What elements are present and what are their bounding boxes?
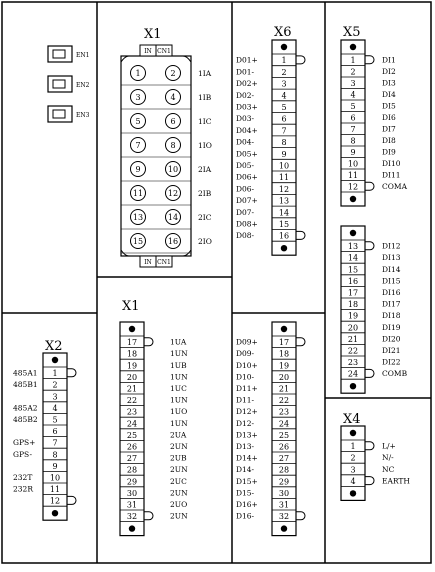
terminal-number: 16 [347,276,359,286]
terminal-number: 17 [347,288,359,298]
terminal-number: 11 [278,173,290,183]
terminal-label: DI14 [382,264,401,274]
x2-terminal-strip [13,339,76,520]
terminal-label: DI10 [382,159,401,169]
mount-screw [281,525,287,531]
terminal-number: 8 [170,141,176,150]
mount-screw [129,326,135,332]
terminal-label: D16+ [236,500,258,509]
terminal-label: NC [382,464,395,474]
terminal-label: 2UN [170,442,188,451]
terminal-number: 10 [49,473,61,483]
terminal-number: 16 [278,231,290,241]
terminal-number: 12 [167,189,179,198]
x5-terminal-strip-top [341,25,408,206]
terminal-label: DI4 [382,90,396,100]
terminal-number: 2 [170,69,176,78]
terminal-number: 9 [281,149,287,159]
terminal-number: 9 [52,461,58,471]
terminal-label: EARTH [382,476,410,486]
terminal-label: DI15 [382,276,401,286]
terminal-label: DI3 [382,78,396,88]
tab-label: IN [144,259,152,266]
strip-title: X4 [343,412,361,427]
mount-screw [281,326,287,332]
terminal-number: 28 [278,465,290,475]
terminal-number: 21 [278,384,290,394]
terminal-label: DI1 [382,55,396,65]
terminal-label: DI11 [382,170,401,180]
terminal-label: 2IA [198,165,212,174]
terminal-number: 9 [135,165,141,174]
terminal-number: 20 [278,372,290,382]
terminal-label: D04- [236,137,255,147]
terminal-number: 1 [52,369,58,379]
terminal-number: 19 [347,311,359,321]
terminal-label: 1UN [170,372,188,382]
terminal-number: 6 [52,427,58,437]
terminal-number: 23 [278,407,290,417]
terminal-number: 22 [126,396,138,406]
strip-title: X5 [343,25,361,40]
terminal-number: 32 [278,512,290,522]
terminal-number: 24 [278,419,290,429]
terminal-label: 1UB [170,360,187,370]
terminal-number: 20 [347,323,359,333]
terminal-number: 3 [281,79,287,89]
switch-label: EN1 [76,52,90,59]
terminal-number: 31 [278,500,290,510]
terminal-label: DI7 [382,124,396,134]
terminal-label: D13+ [236,430,258,440]
terminal-number: 4 [170,93,176,102]
terminal-number: 9 [350,148,356,157]
strip-title: X2 [45,339,63,354]
jumper-hook [365,442,374,450]
terminal-label: DI16 [382,288,401,297]
terminal-label: 2UC [170,476,187,486]
terminal-number: 24 [126,419,138,429]
terminal-label: D07- [236,207,255,217]
terminal-number: 4 [281,91,287,101]
terminal-label: 2IO [198,237,212,246]
terminal-label: D10+ [236,360,258,370]
terminal-label: D10- [236,372,255,382]
terminal-number: 32 [126,512,138,522]
terminal-number: 31 [126,500,138,510]
terminal-label: D12+ [236,407,258,417]
terminal-label: D11+ [236,384,258,393]
terminal-number: 2 [350,67,356,77]
terminal-number: 30 [126,488,138,498]
terminal-label: DI5 [382,101,396,111]
terminal-label: 485A1 [13,368,38,378]
terminal-label: 2UO [170,500,188,509]
terminal-number: 16 [167,237,179,246]
terminal-label: DI20 [382,334,401,344]
jumper-hook [296,512,305,520]
terminal-number: 12 [278,184,290,194]
terminal-label: D02+ [236,79,258,89]
terminal-number: 7 [281,126,287,136]
mount-screw [52,357,58,363]
x6-terminal-strip-bottom [236,322,305,536]
terminal-label: 232T [13,473,33,482]
terminal-label: D05- [236,160,255,170]
terminal-number: 12 [49,496,61,506]
mount-screw [281,245,287,251]
terminal-number: 6 [170,117,176,126]
terminal-number: 10 [278,161,290,171]
terminal-number: 2 [350,453,356,463]
terminal-number: 11 [347,171,359,180]
terminal-label: DI12 [382,241,401,251]
terminal-number: 1 [281,56,287,66]
jumper-hook [365,56,374,64]
terminal-number: 25 [126,430,138,440]
terminal-label: D13- [236,442,255,451]
tab-label: CN1 [157,48,171,55]
strip-title: X1 [122,299,140,314]
x1-voltage-terminal-strip [120,299,188,536]
jumper-hook [365,369,374,377]
terminal-label: DI19 [382,322,401,332]
mount-screw [350,196,356,202]
terminal-label: D09+ [236,337,258,347]
terminal-number: 27 [126,454,138,464]
terminal-number: 4 [350,90,356,100]
terminal-label: D06+ [236,172,258,182]
terminal-label: DI22 [382,357,401,367]
terminal-label: 2IB [198,189,212,198]
terminal-number: 15 [278,220,290,229]
terminal-label: 232R [13,484,33,494]
terminal-label: 2IC [198,213,212,222]
x1-current-block [121,27,212,267]
terminal-number: 5 [52,415,58,425]
terminal-label: 1UC [170,384,187,393]
terminal-label: 1UN [170,349,188,359]
terminal-number: 22 [278,396,290,406]
terminal-label: 2UN [170,511,188,521]
terminal-number: 1 [135,69,141,78]
terminal-number: 13 [278,196,290,206]
terminal-number: 14 [278,208,290,218]
jumper-hook [67,496,76,504]
terminal-number: 29 [126,477,138,487]
terminal-label: D04+ [236,125,258,135]
terminal-number: 4 [52,403,58,413]
terminal-number: 19 [278,361,290,371]
terminal-label: D06- [236,184,255,194]
terminal-label: D12- [236,418,255,428]
terminal-label: D15+ [236,476,258,486]
x5-terminal-strip-bottom [341,226,408,393]
terminal-number: 10 [347,159,359,169]
mount-screw [281,44,287,50]
terminal-number: 5 [135,117,141,126]
jumper-hook [144,338,153,346]
terminal-label: 1IB [198,93,212,102]
terminal-number: 20 [126,372,138,382]
encoder-switches [48,46,90,122]
jumper-hook [365,242,374,250]
terminal-number: 3 [350,465,356,475]
jumper-hook [365,182,374,190]
terminal-label: D08- [236,231,255,241]
block-title: X1 [144,27,162,42]
terminal-label: COMA [382,182,407,192]
dip-slider [53,50,65,58]
terminal-label: D09- [236,349,255,359]
terminal-number: 11 [49,485,61,495]
terminal-number: 22 [347,346,359,356]
terminal-label: DI17 [382,299,401,309]
terminal-number: 13 [132,213,144,222]
terminal-number: 1 [350,56,356,65]
mount-screw [350,430,356,436]
terminal-number: 6 [281,114,287,124]
strip-title: X6 [274,25,292,40]
terminal-number: 29 [278,477,290,487]
terminal-label: DI21 [382,346,401,355]
terminal-label: 2UA [170,430,187,440]
terminal-label: D15- [236,488,255,498]
mount-screw [350,44,356,50]
terminal-label: D08+ [236,219,258,229]
terminal-label: D02- [236,90,255,100]
terminal-number: 27 [278,454,290,464]
jumper-hook [67,369,76,377]
terminal-number: 19 [126,361,138,371]
terminal-label: D11- [236,395,255,405]
terminal-label: D05+ [236,149,258,159]
mount-screw [350,230,356,236]
terminal-label: D14- [236,465,255,475]
jumper-hook [296,56,305,64]
terminal-number: 4 [350,476,356,486]
terminal-label: D01- [236,67,255,77]
terminal-number: 7 [52,438,58,448]
terminal-label: 485B2 [13,415,38,424]
terminal-number: 7 [350,125,356,134]
terminal-label: 2UN [170,465,188,475]
terminal-number: 17 [278,338,290,348]
terminal-number: 7 [135,141,141,150]
terminal-number: 18 [347,300,359,310]
terminal-label: GPS- [13,449,32,459]
terminal-number: 14 [347,253,359,263]
terminal-label: COMB [382,369,408,379]
terminal-number: 6 [350,113,356,123]
terminal-label: DI13 [382,253,401,263]
terminal-label: GPS+ [13,438,36,448]
terminal-label: D03+ [236,102,258,112]
terminal-number: 3 [350,79,356,88]
terminal-number: 18 [278,349,290,359]
terminal-label: DI6 [382,113,396,123]
terminal-label: 1UN [170,395,188,405]
terminal-number: 26 [278,442,290,452]
terminal-label: 2UB [170,453,187,463]
terminal-number: 17 [126,338,138,348]
terminal-number: 2 [281,67,287,77]
terminal-label: L/+ [382,441,396,451]
block-body [121,56,191,256]
terminal-label: D07+ [236,196,258,206]
switch-label: EN3 [76,112,90,119]
terminal-label: DI18 [382,311,401,321]
terminal-number: 1 [350,442,356,452]
terminal-number: 15 [132,237,144,246]
terminal-number: 11 [132,189,144,198]
switch-label: EN2 [76,82,90,89]
terminal-number: 18 [126,349,138,359]
tab-label: CN1 [157,259,171,266]
terminal-number: 30 [278,488,290,498]
terminal-number: 3 [135,93,141,102]
dip-slider [53,110,65,118]
terminal-number: 21 [126,384,138,394]
terminal-label: 485A2 [13,403,38,413]
terminal-number: 25 [278,430,290,440]
terminal-number: 10 [167,165,179,174]
terminal-label: N/- [382,453,394,463]
terminal-label: 1UA [170,337,187,347]
terminal-number: 15 [347,265,359,275]
terminal-label: D14+ [236,453,258,463]
terminal-label: 485B1 [13,380,38,390]
terminal-number: 8 [350,136,356,146]
terminal-number: 13 [347,242,359,252]
terminal-number: 14 [167,213,179,222]
terminal-number: 3 [52,392,58,402]
terminal-number: 23 [347,358,359,368]
mount-screw [129,525,135,531]
terminal-label: DI8 [382,136,396,146]
mount-screw [350,383,356,389]
terminal-number: 8 [281,138,287,148]
x4-power-terminal-strip [341,412,410,500]
tab-label: IN [144,48,152,55]
jumper-hook [296,338,305,346]
terminal-label: DI2 [382,67,396,77]
terminal-label: 1IC [198,117,212,126]
terminal-number: 26 [126,442,138,452]
mount-screw [350,490,356,496]
terminal-number: 21 [347,334,359,344]
terminal-number: 5 [350,102,356,111]
terminal-number: 24 [347,369,359,379]
x6-terminal-strip [236,25,305,255]
terminal-number: 5 [281,103,287,112]
terminal-number: 2 [52,380,58,390]
jumper-hook [296,231,305,239]
dip-slider [53,80,65,88]
jumper-hook [365,477,374,485]
mount-screw [52,510,58,516]
terminal-label: 1UN [170,418,188,428]
jumper-hook [144,512,153,520]
terminal-label: 2UN [170,488,188,498]
terminal-label: 1IO [198,141,212,150]
terminal-label: 1IA [198,69,212,78]
terminal-number: 12 [347,182,359,192]
terminal-number: 8 [52,450,58,460]
terminal-label: 1UO [170,407,188,417]
terminal-label: D16- [236,511,255,521]
terminal-label: D03- [236,114,255,124]
terminal-number: 23 [126,407,138,417]
terminal-number: 28 [126,465,138,475]
terminal-label: DI9 [382,147,396,157]
terminal-label: D01+ [236,55,258,65]
